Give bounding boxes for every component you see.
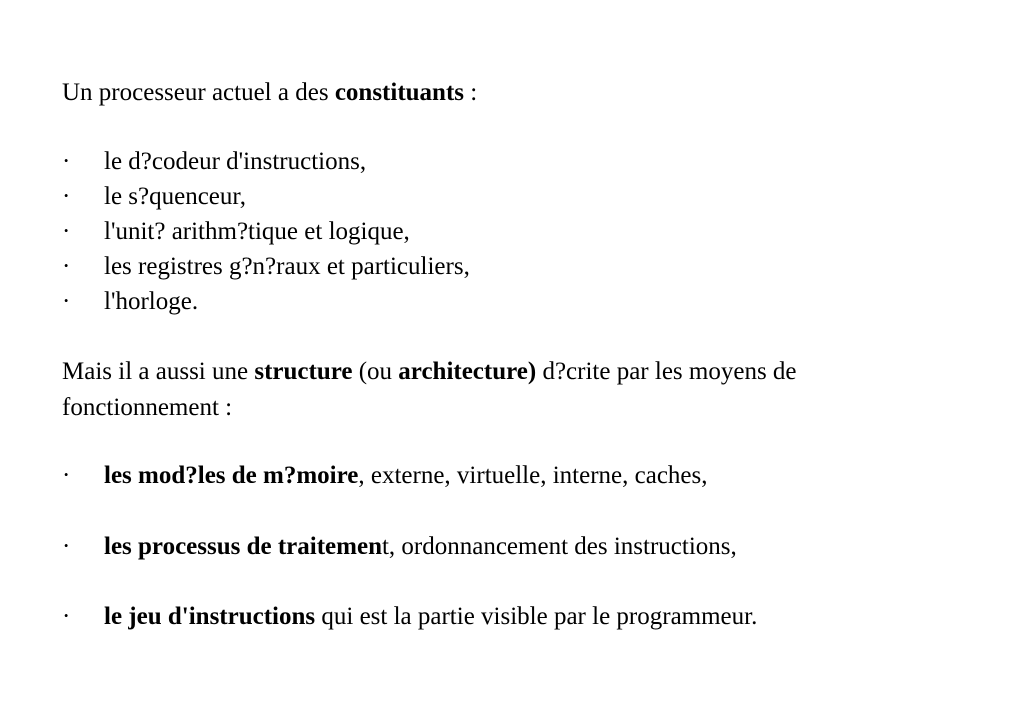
- bullet: ·: [62, 533, 71, 560]
- bullet: ·: [62, 218, 71, 245]
- feature-rest: t, ordonnancement des instructions,: [381, 533, 737, 560]
- bullet: ·: [62, 183, 71, 210]
- structure-paragraph-line1: [62, 357, 797, 387]
- component-text: l'horloge.: [104, 288, 199, 315]
- component-text: le d?codeur d'instructions,: [104, 148, 367, 175]
- feature-text: [104, 602, 757, 632]
- bullet: ·: [62, 253, 71, 280]
- feature-rest: , externe, virtuelle, interne, caches,: [358, 462, 708, 489]
- structure-bold1: structure: [254, 358, 353, 385]
- feature-bold: les mod?les de m?moire: [104, 462, 359, 489]
- component-text: le s?quenceur,: [104, 183, 246, 210]
- bullet: ·: [62, 288, 71, 315]
- feature-rest: qui est la partie visible par le programmeur.: [315, 603, 758, 630]
- structure-part2: (ou: [352, 358, 399, 385]
- intro-bold: constituants: [334, 79, 464, 106]
- bullet: ·: [62, 603, 71, 630]
- structure-paragraph-line2: [62, 393, 232, 423]
- structure-bold2: architecture): [398, 358, 537, 385]
- feature-text: [104, 532, 737, 562]
- intro-line: [62, 78, 477, 108]
- component-text: l'unit? arithm?tique et logique,: [104, 218, 410, 245]
- feature-bold: les processus de traitemen: [104, 533, 382, 560]
- structure-part1: Mais il a aussi une: [62, 358, 255, 385]
- structure-line2: fonctionnement :: [62, 394, 233, 421]
- feature-text: [104, 461, 708, 491]
- bullet: ·: [62, 148, 71, 175]
- feature-bold: le jeu d'instructions: [104, 603, 316, 630]
- intro-suffix: :: [464, 79, 478, 106]
- intro-prefix: Un processeur actuel a des: [62, 79, 335, 106]
- structure-part3: d?crite par les moyens de: [536, 358, 797, 385]
- bullet: ·: [62, 462, 71, 489]
- component-text: les registres g?n?raux et particuliers,: [104, 253, 470, 280]
